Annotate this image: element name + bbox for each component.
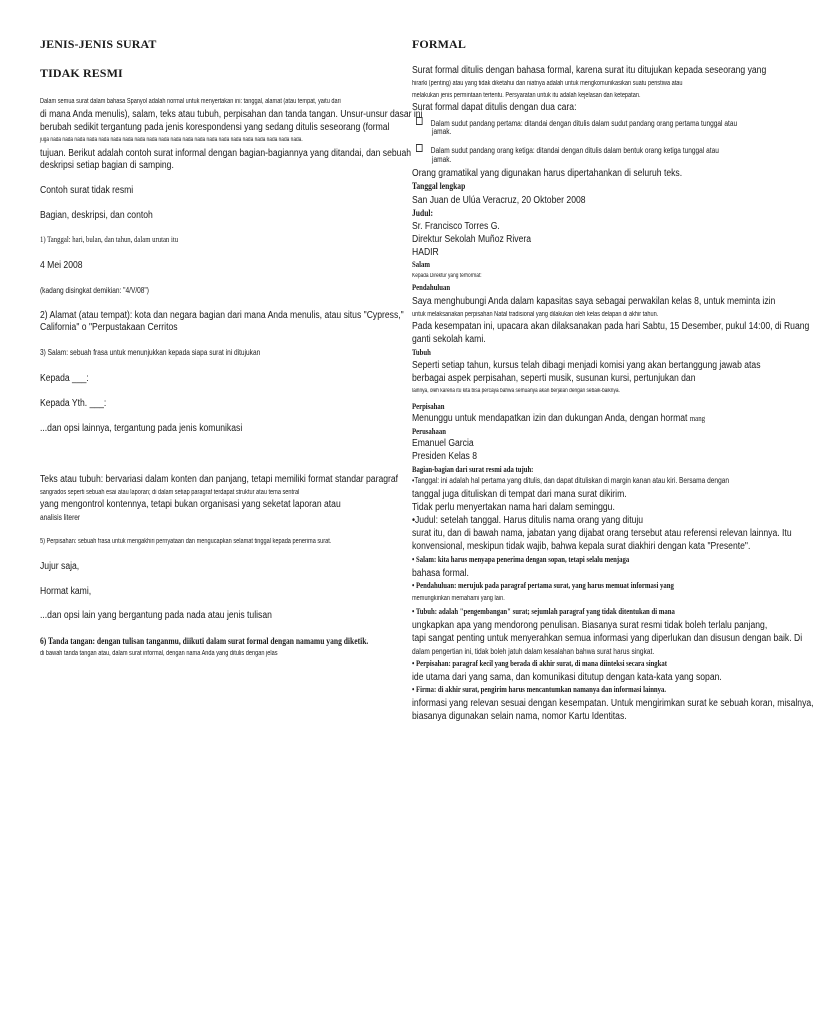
- farewell-text: Menunggu untuk mendapatkan izin dan dukungan Anda, dengan hormat mang: [412, 413, 706, 424]
- title-formal: FORMAL: [412, 37, 466, 51]
- recipient-line: Sr. Francisco Torres G.: [412, 221, 500, 232]
- formal-intro-line: Surat formal dapat ditulis dengan dua cara:: [412, 102, 577, 113]
- greeting-label: 3) Salam: sebuah frasa untuk menunjukkan kepada siapa surat ini ditujukan: [40, 348, 261, 357]
- farewell-example: ...dan opsi lain yang bergantung pada nada atau jenis tulisan: [40, 610, 272, 621]
- title-letter-types: JENIS-JENIS SURAT: [40, 37, 157, 51]
- parts-title: Bagian, deskripsi, dan contoh: [40, 210, 153, 221]
- intro-text-line: Saya menghubungi Anda dalam kapasitas saya sebagai perwakilan kelas 8, untuk meminta izin: [412, 296, 776, 307]
- intro-line: tujuan. Berikut adalah contoh surat informal dengan bagian-bagiannya yang ditandai, dan sebuah: [40, 148, 412, 159]
- body-line: Teks atau tubuh: bervariasi dalam konten dan panjang, tetapi memiliki format standar paragraf: [40, 474, 399, 485]
- example-title: Contoh surat tidak resmi: [40, 185, 134, 196]
- intro-heading: Pendahuluan: [412, 283, 451, 292]
- parts-item-line: •Tanggal: ini adalah hal pertama yang ditulis, dan dapat dituliskan di margin kanan atau kiri. Bersama dengan: [412, 476, 730, 485]
- recipient-line: Direktur Sekolah Muñoz Rivera: [412, 234, 532, 245]
- greeting-example: ...dan opsi lainnya, tergantung pada jenis komunikasi: [40, 423, 243, 434]
- intro-line: deskripsi setiap bagian di samping.: [40, 160, 174, 171]
- intro-line: di mana Anda menulis), salam, teks atau tubuh, perpisahan dan tanda tangan. Unsur-unsur dasar ini: [40, 109, 423, 120]
- greeting-example: Kepada Yth. ___:: [40, 398, 107, 409]
- title-informal: TIDAK RESMI: [40, 66, 123, 80]
- parts-item-line: ungkapkan apa yang mendorong penulisan. Biasanya surat resmi tidak boleh terlalu panjang,: [412, 620, 768, 631]
- date-heading: Tanggal lengkap: [412, 181, 466, 191]
- parts-item-line: konvensional, meskipun tidak wajib, bahwa kepala surat diakhiri dengan kata "Presente".: [412, 541, 751, 552]
- signature-line: di bawah tanda tangan atau, dalam surat informal, dengan nama Anda yang ditulis dengan jelas: [40, 650, 278, 657]
- parts-item-line: tanggal juga dituliskan di tempat dari mana surat dikirim.: [412, 489, 627, 500]
- way-item-cont: jamak.: [432, 155, 452, 164]
- parts-item-line: biasanya digunakan selain nama, nomor Kartu Identitas.: [412, 711, 627, 722]
- parts-item-line: • Salam: kita harus menyapa penerima dengan sopan, tetapi selalu menjaga: [412, 555, 630, 564]
- intro-text-line: untuk melaksanakan perpisahan Natal tradisional yang dilakukan oleh kelas delapan di akhir tahun.: [412, 311, 659, 318]
- parts-item-line: • Tubuh: adalah "pengembangan" surat; sejumlah paragraf yang tidak ditentukan di mana: [412, 607, 675, 616]
- farewell-label: 5) Perpisahan: sebuah frasa untuk mengakhiri pernyataan dan mengucapkan selamat tinggal kepada penerima surat.: [40, 538, 332, 545]
- greeting-value: Kepada Direktur yang terhormat:: [412, 273, 482, 279]
- company-heading: Perusahaan: [412, 427, 446, 436]
- date-abbrev: (kadang disingkat demikian: "4/V/08"): [40, 286, 149, 295]
- recipient-line: HADIR: [412, 247, 439, 258]
- greeting-heading: Salam: [412, 260, 430, 269]
- way-item: Dalam sudut pandang pertama: ditandai dengan ditulis dalam sudut pandang orang pertama tunggal atau: [416, 117, 737, 128]
- body-line: analisis literer: [40, 513, 81, 522]
- sender-line: Emanuel Garcia: [412, 438, 474, 449]
- date-value: San Juan de Ulúa Veracruz, 20 Oktober 2008: [412, 195, 586, 206]
- body-line: yang mengontrol kontennya, tetapi bukan organisasi yang seketat laporan atau: [40, 499, 341, 510]
- greeting-example: Kepada ___:: [40, 373, 89, 384]
- sender-line: Presiden Kelas 8: [412, 451, 478, 462]
- parts-item-line: • Pendahuluan: merujuk pada paragraf pertama surat, yang harus memuat informasi yang: [412, 581, 674, 590]
- parts-item-line: surat itu, dan di bawah nama, jabatan yang dijabat orang tersebut atau referensi relevan lainnya. Itu: [412, 528, 792, 539]
- body-line: sangrados seperti sebuah esai atau laporan; di dalam setiap paragraf terdapat struktur atau tema sentral: [40, 489, 300, 496]
- farewell-heading: Perpisahan: [412, 402, 445, 411]
- title-heading: Judul:: [412, 208, 434, 218]
- signature-label: 6) Tanda tangan: dengan tulisan tanganmu, diikuti dalam surat formal dengan namamu yang diketik.: [40, 636, 369, 646]
- parts-item-line: ide utama dari yang sama, dan komunikasi ditutup dengan kata-kata yang sopan.: [412, 672, 722, 683]
- address-line: California" o "Perpustakaan Cerritos: [40, 322, 178, 333]
- parts-item-line: tapi sangat penting untuk menyerahkan semua informasi yang diperlukan dan disusun dengan baik. Di: [412, 633, 803, 644]
- parts-item-line: informasi yang relevan sesuai dengan kesempatan. Untuk mengirimkan surat ke sebuah koran, misalnya,: [412, 698, 814, 709]
- way-item: Dalam sudut pandang orang ketiga: ditandai dengan ditulis dalam bentuk orang ketiga tunggal atau: [416, 144, 719, 155]
- farewell-example: Hormat kami,: [40, 586, 92, 597]
- parts-heading: Bagian-bagian dari surat resmi ada tujuh:: [412, 465, 534, 474]
- body-text-line: Seperti setiap tahun, kursus telah dibagi menjadi komisi yang akan bertanggung jawab atas: [412, 360, 761, 371]
- parts-item-line: • Perpisahan: paragraf kecil yang berada di akhir surat, di mana diinteksi secara singkat: [412, 659, 668, 668]
- checkbox-bullet-icon: [416, 117, 423, 125]
- parts-item-line: dalam pengertian ini, tidak boleh jatuh dalam kesalahan bahwa surat harus singkat.: [412, 647, 655, 656]
- date-value: 4 Mei 2008: [40, 260, 83, 271]
- parts-item-line: •Judul: setelah tanggal. Harus ditulis nama orang yang dituju: [412, 515, 644, 526]
- farewell-example: Jujur saja,: [40, 561, 80, 572]
- formal-intro-line: Surat formal ditulis dengan bahasa formal, karena surat itu ditujukan kepada seseorang yang: [412, 65, 767, 76]
- way-item-cont: jamak.: [432, 127, 452, 136]
- formal-intro-line: hirarki (penting) atau yang tidak diketahui dan niatnya adalah untuk mengkomunikasikan suatu peristiwa atau: [412, 80, 683, 87]
- intro-text-line: Pada kesempatan ini, upacara akan dilaksanakan pada hari Sabtu, 15 Desember, pukul 14:00, di Ruang: [412, 321, 810, 332]
- address-line: 2) Alamat (atau tempat): kota dan negara bagian dari mana Anda menulis, atau situs "Cypress,": [40, 310, 404, 321]
- body-text-line: lainnya, oleh karena itu kita bisa percaya bahwa semuanya akan berjalan dengan sebaik-baiknya.: [412, 388, 620, 394]
- body-text-line: berbagai aspek perpisahan, seperti musik, susunan kursi, pertunjukan dan: [412, 373, 696, 384]
- intro-text-line: ganti sekolah kami.: [412, 334, 486, 345]
- checkbox-bullet-icon: [416, 144, 423, 152]
- parts-item-line: bahasa formal.: [412, 568, 469, 579]
- intro-line: berubah sedikit tergantung pada jenis korespondensi yang sedang ditulis seseorang (formal: [40, 122, 390, 133]
- parts-item-line: Tidak perlu menyertakan nama hari dalam seminggu.: [412, 502, 615, 513]
- date-label: 1) Tanggal: hari, bulan, dan tahun, dalam urutan itu: [40, 235, 179, 244]
- formal-intro-line: melakukan jenis permintaan tertentu. Persyaratan untuk itu adalah kejelasan dan ketepatan.: [412, 92, 641, 99]
- body-heading: Tubuh: [412, 348, 431, 357]
- parts-item-line: • Firma: di akhir surat, pengirim harus mencantumkan namanya dan informasi lainnya.: [412, 685, 667, 694]
- grammar-note: Orang gramatikal yang digunakan harus dipertahankan di seluruh teks.: [412, 168, 683, 179]
- intro-line: juga nada nada nada nada nada nada nada nada nada nada nada nada nada nada nada nada nada nada nada nada nada.: [40, 137, 303, 143]
- intro-line: Dalam semua surat dalam bahasa Spanyol adalah normal untuk menyertakan ini: tanggal, alamat (atau tempat, yaitu dari: [40, 98, 341, 105]
- parts-item-line: memungkinkan memahami yang lain.: [412, 595, 505, 602]
